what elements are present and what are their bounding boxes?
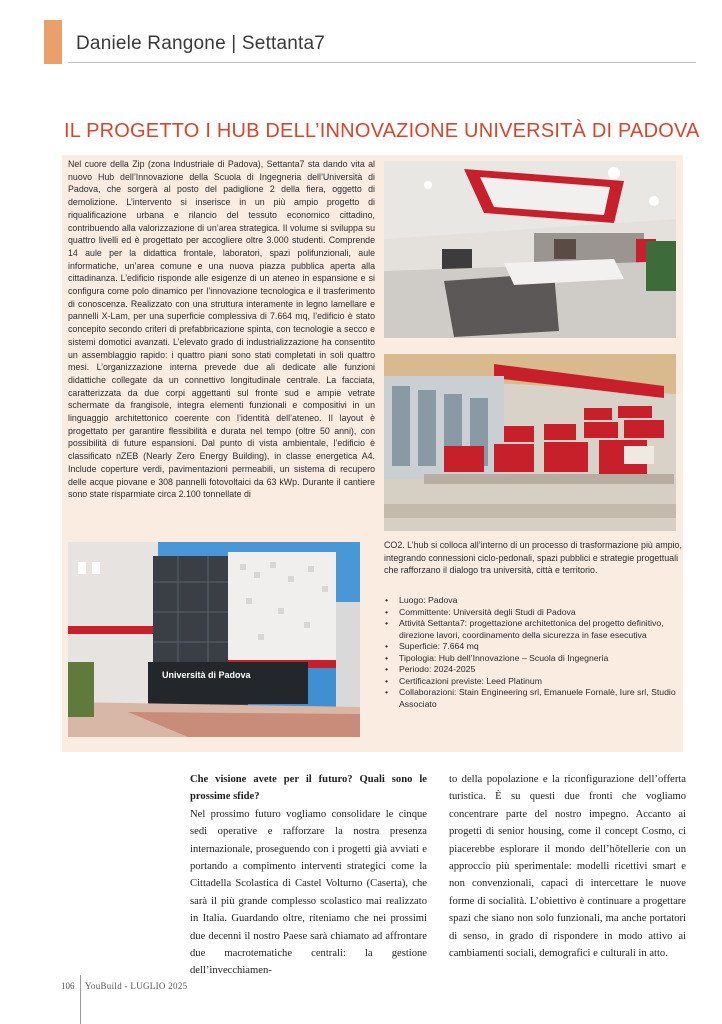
- fact-item: • Certificazioni previste: Leed Platinum: [384, 676, 682, 688]
- page-header-author: Daniele Rangone | Settanta7: [76, 33, 326, 54]
- interview-question: Che visione avete per il futuro? Quali sono le prossime sfide?: [190, 774, 427, 803]
- interview-column-right: [449, 771, 686, 962]
- interview-column-left: [190, 771, 427, 980]
- fact-item: • Superficie: 7.664 mq: [384, 641, 682, 653]
- fact-item: • Tipologia: Hub dell’Innovazione – Scuola di Ingegneria: [384, 653, 682, 665]
- fact-item: • Luogo: Padova: [384, 595, 682, 607]
- building-exterior-photo: [68, 542, 360, 737]
- fact-item: • Attività Settanta7: progettazione architettonica del progetto definitivo, direzione lavori, coordinamento della sicurezza in fase esecutiva: [384, 618, 682, 641]
- magazine-issue: YouBuild - LUGLIO 2025: [85, 981, 188, 991]
- intro-text: [68, 158, 375, 501]
- interview-answer-part2: to della popolazione e la riconfigurazione dell’offerta turistica. È su questi due fronti che vogliamo concentrare parte del nostro impegno. Accanto ai progetti di senior housing, come il concept Cosmo, ci piacerebbe esplorare il mondo dell’hôtellerie con un approccio più sperimentale: modelli ricettivi smart e non convenzionali, capaci di intercettare le nuove forme di socialità. L’obiettivo è continuare a progettare spazi che siano non solo funzionali, ma anche portatori di senso, in grado di rispondere in modo attivo ai cambiamenti sociali, demografici e culturali in atto.: [449, 774, 686, 960]
- fact-item: • Collaborazioni: Stain Engineering srl, Emanuele Fornalè, Iure srl, Studio Associato: [384, 687, 682, 710]
- intro-paragraph: Nel cuore della Zip (zona Industriale di Padova), Settanta7 sta dando vita al nuovo Hub dell’Innovazione della Scuola di Ingegneria dell’Università di Padova, che sorgerà al posto del padiglione 2 della fiera, oggetto di demolizione. L’intervento si inserisce in un più ampio progetto di riqualificazione urbana e rilancio del tessuto economico cittadino, contribuendo alla valorizzazione di un’area strategica. Il volume si sviluppa su quattro livelli ed è progettato per accogliere oltre 3.000 studenti. Comprende 14 aule per la didattica frontale, laboratori, spazi polifunzionali, aule informatiche, un’area comune e una nuova piazza pubblica aperta alla cittadinanza. L’edificio risponde alle esigenze di un ateneo in espansione e si configura come polo dinamico per l’innovazione tecnologica e il trasferimento di conoscenza. Realizzato con una struttura interamente in legno lamellare e pannelli X-Lam, per una superficie complessiva di 7.664 mq, l’edificio è stato concepito secondo criteri di prefabbricazione spinta, con tecnologie a secco e sistemi domotici avanzati. L’elevato grado di industrializzazione ha consentito un assemblaggio rapido: i quattro piani sono stati completati in soli quattro mesi. L’organizzazione interna prevede due ali dedicate alle funzioni didattiche collegate da un connettivo longitudinale centrale. La facciata, caratterizzata da due corpi aggettanti sul fronte sud e ampie vetrate schermate da frangisole, integra elementi funzionali e compositivi in un linguaggio architettonico coerente con l’identità dell’ateneo. Il layout è progettato per garantire flessibilità e durata nel tempo (oltre 50 anni), con possibilità di future espansioni. Dal punto di vista ambientale, l’edificio è classificato nZEB (Nearly Zero Energy Building), in classe energetica A4. Include coperture verdi, pavimentazioni permeabili, un sistema di recupero delle acque piovane e 308 pannelli fotovoltaici da 63 kWp. Durante il cantiere sono state risparmiate circa 2.100 tonnellate di: [68, 159, 375, 500]
- fact-item: • Periodo: 2024-2025: [384, 664, 682, 676]
- continued-paragraph: CO2. L’hub si colloca all’interno di un processo di trasformazione più ampio, integrando connessioni ciclo-pedonali, spazi pubblici e strategie progettuali che rafforzano il dialogo tra università, città e territorio.: [384, 540, 682, 576]
- interview-answer-part1: Nel prossimo futuro vogliamo consolidare le cinque sedi operative e rafforzare la nostra presenza internazionale, proseguendo con i progetti già avviati e portando a compimento interventi strategici come la Cittadella Scolastica di Castel Volturno (Caserta), che sarà il più grande complesso scolastico mai realizzato in Italia. Guardando oltre, riteniamo che nei prossimi due decenni il nostro Paese sarà chiamato ad affrontare due macrotematiche centrali: la gestione dell’invecchiamen-: [190, 808, 427, 977]
- header-divider: [68, 62, 696, 63]
- continued-text: [384, 539, 684, 577]
- header-accent-tab: [44, 20, 62, 64]
- article-title: IL PROGETTO I HUB DELL’INNOVAZIONE UNIVERSITÀ DI PADOVA: [64, 120, 700, 142]
- computer-lab-photo: [384, 354, 676, 531]
- building-sign-text: Università di Padova: [162, 670, 251, 680]
- page-number: 106: [61, 981, 75, 991]
- project-facts-list: [384, 595, 682, 710]
- atrium-photo: [384, 161, 676, 338]
- fact-item: • Committente: Università degli Studi di Padova: [384, 607, 682, 619]
- footer-divider: [80, 975, 81, 1024]
